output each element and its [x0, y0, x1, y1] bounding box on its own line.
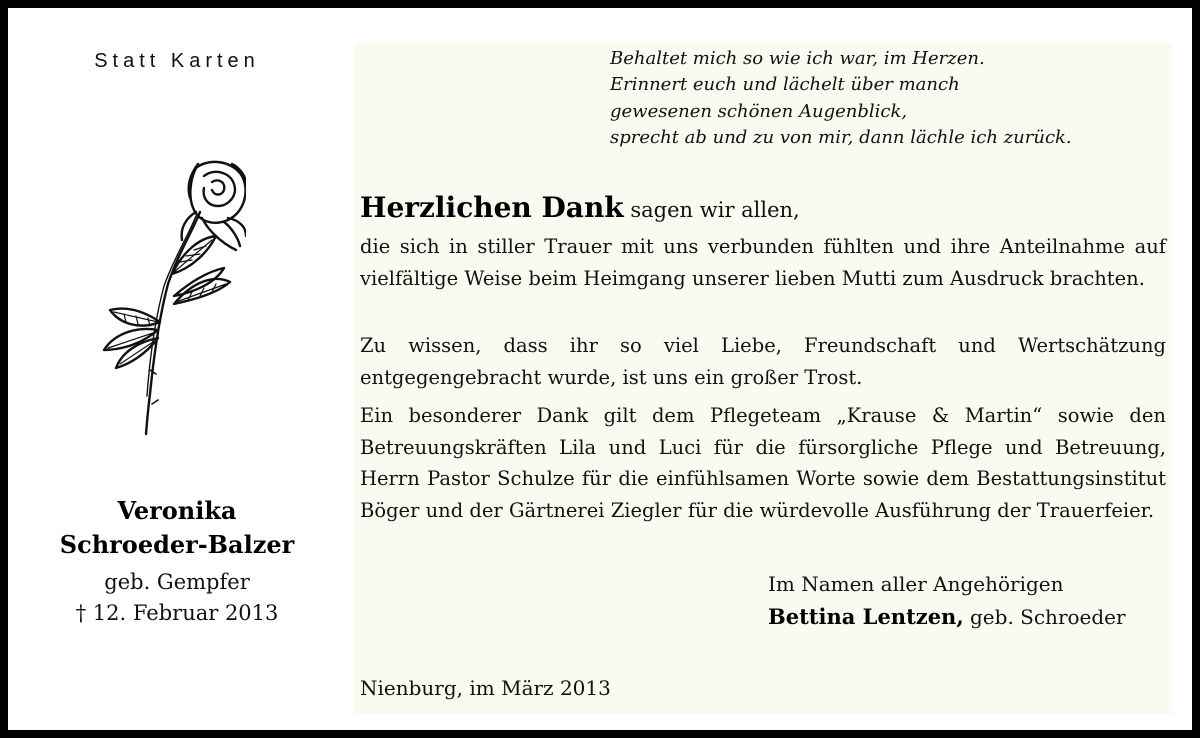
thanks-heading-bold: Herzlichen Dank: [360, 191, 624, 224]
deceased-birth-name: geb. Gempfer: [104, 570, 250, 594]
poem-line: Erinnert euch und lächelt über manch: [610, 74, 960, 96]
place-and-date: Nienburg, im März 2013: [360, 676, 611, 700]
poem-line: gewesenen schönen Augenblick,: [610, 100, 908, 122]
rose-icon: [96, 154, 246, 436]
poem-line: sprecht ab und zu von mir, dann lächle ich zurück.: [610, 126, 1072, 148]
signature-intro: Im Namen aller Angehörigen: [768, 572, 1064, 596]
signature-name-rest: geb. Schroeder: [963, 605, 1126, 629]
thanks-paragraph-3: Ein besonderer Dank gilt dem Pflegeteam „Krause & Martin“ sowie den Betreuungskräften Lila und Luci für die fürsorgliche Pflege und Betreuung, Herrn Pastor Schulze für die einfühlsamen Worte sowie dem Bestattungsinstitut Böger und der Gärtnerei Ziegler für die würdevolle Ausführung der Trauerfeier.: [360, 404, 1166, 522]
deceased-death-date: † 12. Februar 2013: [75, 601, 279, 625]
left-column: [16, 16, 338, 736]
statt-karten-label: Statt Karten: [94, 50, 260, 72]
thanks-heading: [360, 191, 800, 224]
poem: [610, 46, 1170, 151]
deceased-last-name: Schroeder-Balzer: [59, 530, 295, 559]
deceased-first-name: Veronika: [117, 496, 237, 525]
thanks-paragraph-2: Zu wissen, dass ihr so viel Liebe, Freundschaft und Wertschätzung entgegengebracht wurde, ist uns ein großer Trost.: [360, 334, 1166, 389]
poem-line: Behaltet mich so wie ich war, im Herzen.: [610, 48, 985, 69]
signature-name-bold: Bettina Lentzen,: [768, 604, 964, 629]
signature-name: [768, 604, 1126, 629]
thanks-heading-rest: sagen wir allen,: [623, 198, 800, 222]
thanks-paragraph-1: die sich in stiller Trauer mit uns verbunden fühlten und ihre Anteilnahme auf vielfältige Weise beim Heimgang unserer lieben Mutti zum Ausdruck brachten.: [360, 235, 1166, 290]
